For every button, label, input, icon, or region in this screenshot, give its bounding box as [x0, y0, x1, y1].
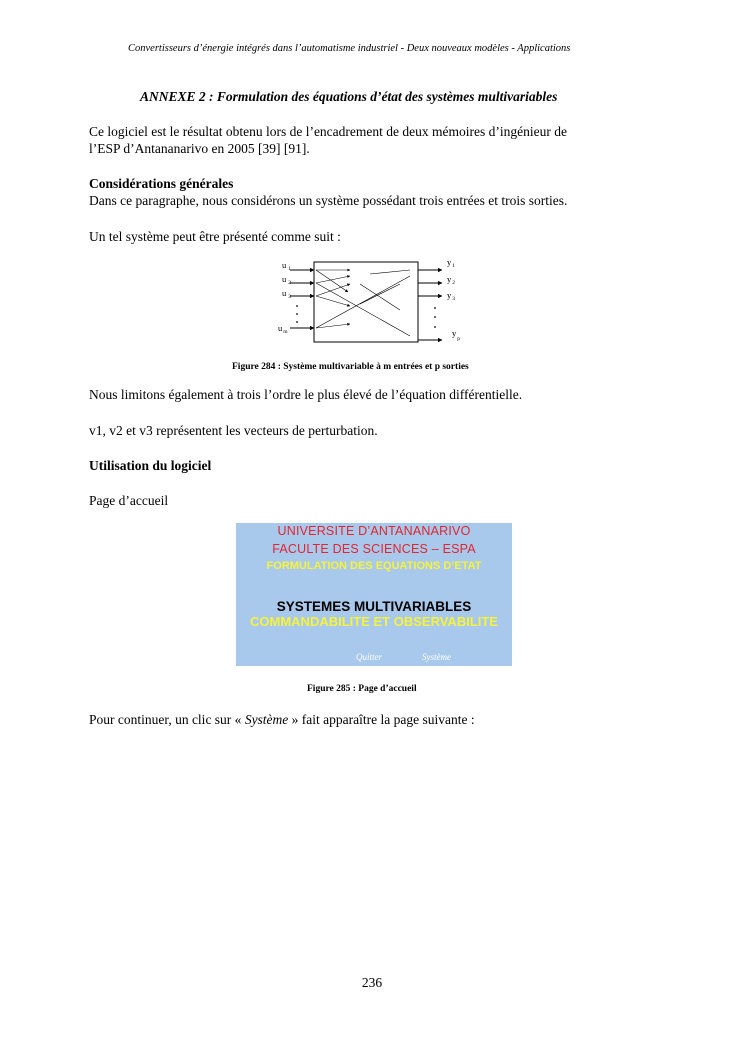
continue-prefix: Pour continuer, un clic sur « — [89, 712, 245, 727]
output-label-y2: $y_2$ — [447, 274, 455, 286]
figure-284-caption: Figure 284 : Système multivariable à m entrées et p sorties — [232, 362, 469, 372]
section-heading-usage: Utilisation du logiciel — [89, 458, 212, 473]
perturbation-text: v1, v2 et v3 représentent les vecteurs de perturbation. — [89, 423, 378, 438]
limit-text: Nous limitons également à trois l’ordre le plus élevé de l’équation différentielle. — [89, 387, 523, 402]
running-header: Convertisseurs d’énergie intégrés dans l’automatisme industriel - Deux nouveaux modèles - Applications — [128, 43, 571, 54]
continue-suffix: » fait apparaître la page suivante : — [288, 712, 475, 727]
welcome-screen — [236, 523, 512, 666]
output-label-yp: $y_p$ — [452, 328, 460, 342]
annex-title: ANNEXE 2 : Formulation des équations d’état des systèmes multivariables — [140, 89, 558, 104]
intro-paragraph — [89, 123, 656, 157]
continue-paragraph — [89, 711, 475, 728]
system-button[interactable]: Système — [422, 652, 451, 662]
software-subtitle: FORMULATION DES EQUATIONS D’ETAT — [266, 560, 482, 572]
output-label-y1: $y_1$ — [447, 257, 455, 269]
quit-button[interactable]: Quitter — [356, 652, 382, 662]
system-block — [314, 262, 418, 342]
page-number: 236 — [361, 975, 383, 990]
software-topic: COMMANDABILITE ET OBSERVABILITE — [250, 614, 498, 629]
section-heading-general: Considérations générales — [89, 176, 234, 191]
continue-system-link: Système — [244, 712, 289, 727]
software-main-title: SYSTEMES MULTIVARIABLES — [276, 599, 472, 614]
multivariable-system-diagram — [270, 254, 470, 346]
input-label-u1: u $_1$ — [282, 260, 291, 272]
input-label-um: $u_m$ — [278, 323, 288, 335]
intro-line-1: Ce logiciel est le résultat obtenu lors de l’encadrement de deux mémoires d’ingénieur de — [89, 124, 567, 139]
input-label-u3: u $_3$ — [282, 288, 291, 300]
system-intro-text: Un tel système peut être présenté comme suit : — [89, 229, 341, 244]
output-label-y3: $y_3$ — [447, 290, 455, 302]
input-label-u2: u $_2$ — [282, 274, 291, 286]
internal-couplings — [316, 270, 410, 336]
intro-line-2: l’ESP d’Antananarivo en 2005 [39] [91]. — [89, 141, 310, 156]
university-title: UNIVERSITE D’ANTANANARIVO — [277, 524, 471, 538]
home-page-label: Page d’accueil — [89, 493, 169, 508]
section-general-text: Dans ce paragraphe, nous considérons un système possédant trois entrées et trois sorties. — [89, 193, 568, 208]
faculty-title: FACULTE DES SCIENCES – ESPA — [272, 542, 476, 556]
figure-285-caption: Figure 285 : Page d’accueil — [307, 684, 417, 694]
input-ellipsis — [296, 305, 298, 323]
output-ellipsis — [434, 307, 436, 328]
